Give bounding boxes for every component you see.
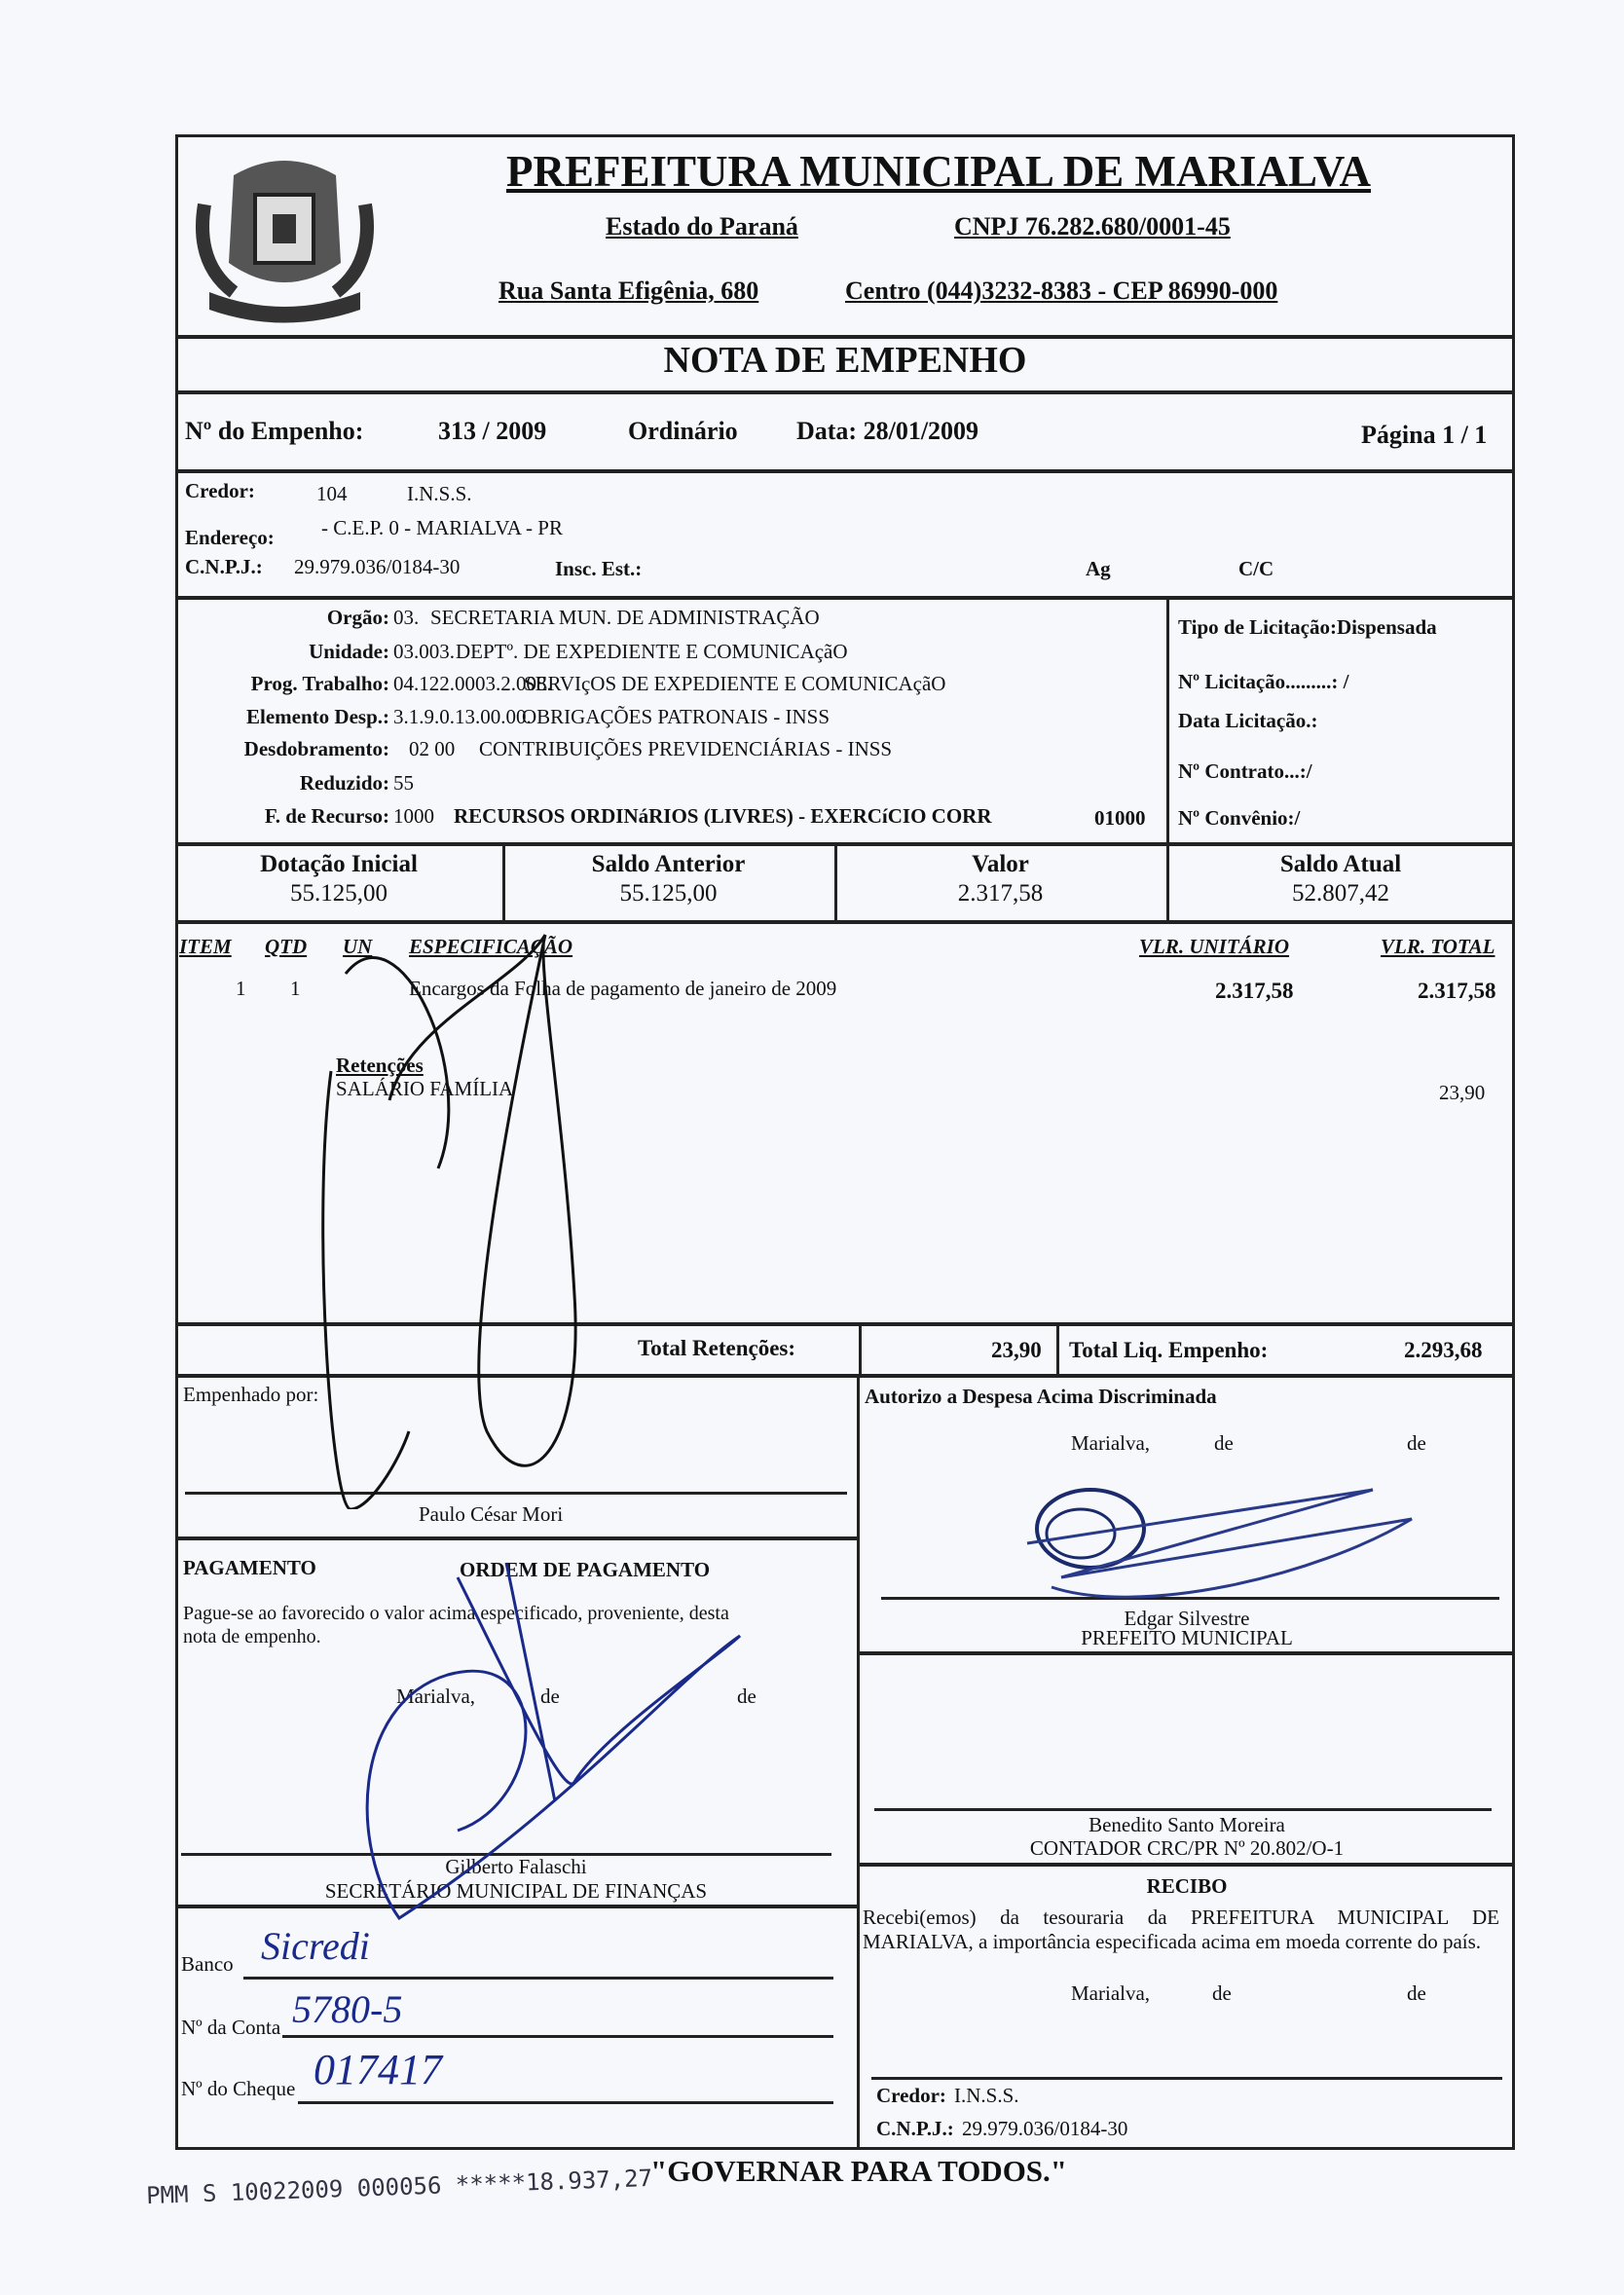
secretario-role: SECRETÁRIO MUNICIPAL DE FINANÇAS (324, 1879, 708, 1903)
empenhado-label: Empenhado por: (183, 1383, 319, 1406)
recibo-cnpj-label: C.N.P.J.: (876, 2117, 954, 2140)
col-item: ITEM (179, 935, 232, 958)
budget-description: CONTRIBUIÇÕES PREVIDENCIÁRIAS - INSS (479, 737, 893, 760)
signature-secretario (312, 1558, 759, 1928)
header-contact: Centro (044)3232-8383 - CEP 86990-000 (845, 277, 1278, 305)
header-cnpj: CNPJ 76.282.680/0001-45 (954, 212, 1231, 241)
conta-label: Nº da Conta (181, 2016, 281, 2039)
empenho-number: 313 / 2009 (438, 417, 547, 445)
budget-code: 03. (393, 606, 420, 629)
header-address: Rua Santa Efigênia, 680 (498, 277, 759, 305)
empenho-date: Data: 28/01/2009 (796, 417, 979, 445)
contador-name: Benedito Santo Moreira (1089, 1813, 1285, 1836)
retencao-value: 23,90 (1439, 1081, 1486, 1104)
signature-empenhado (292, 925, 643, 1509)
balance-value: 55.125,00 (619, 880, 718, 907)
contador-role: CONTADOR CRC/PR Nº 20.802/O-1 (1029, 1836, 1345, 1860)
recibo-de-2: de (1407, 1981, 1426, 2005)
autorizo-label: Autorizo a Despesa Acima Discriminada (865, 1385, 1217, 1408)
ordem-pagamento-label: ORDEM DE PAGAMENTO (460, 1558, 711, 1581)
budget-code: 55 (393, 771, 414, 795)
empenho-label: Nº do Empenho: (185, 417, 364, 445)
autorizo-city: Marialva, (1071, 1431, 1151, 1455)
cheque-label: Nº do Cheque (181, 2077, 296, 2100)
address-label: Endereço: (185, 526, 275, 549)
cheque-value: 017417 (314, 2046, 442, 2093)
total-liq-value: 2.293,68 (1404, 1338, 1483, 1362)
banco-value: Sicredi (261, 1924, 370, 1968)
licitacao-field: Data Licitação.: (1178, 709, 1318, 732)
col-un: UN (343, 935, 373, 958)
item-spec: Encargos da Folha de pagamento de janeiro de 2009 (409, 977, 837, 1000)
pagamento-de-1: de (540, 1684, 560, 1708)
document-title: NOTA DE EMPENHO (663, 340, 1027, 381)
budget-label: Orgão: (326, 606, 389, 629)
header-title: PREFEITURA MUNICIPAL DE MARIALVA (506, 147, 1372, 196)
item-unit-value: 2.317,58 (1215, 979, 1294, 1003)
header-state: Estado do Paraná (606, 212, 798, 241)
signature-prefeito (1022, 1461, 1431, 1646)
licitacao-field: Nº Licitação.........: / (1178, 670, 1349, 693)
budget-label: Unidade: (309, 640, 389, 663)
insc-label: Insc. Est.: (555, 557, 643, 580)
budget-code: 03.003. (393, 640, 455, 663)
pagamento-text-2: nota de empenho. (183, 1626, 321, 1647)
recibo-title: RECIBO (1146, 1874, 1228, 1898)
page-number: Página 1 / 1 (1361, 421, 1488, 449)
prefeito-role: PREFEITO MUNICIPAL (1081, 1626, 1293, 1649)
budget-label: Elemento Desp.: (246, 705, 389, 728)
fonte-code: 01000 (1094, 806, 1146, 830)
budget-description: SERVIçOS DE EXPEDIENTE E COMUNICAçãO (524, 672, 946, 695)
motto: "GOVERNAR PARA TODOS." (650, 2154, 1068, 2188)
recibo-text: Recebi(emos) da tesouraria da PREFEITURA MUNICIPAL DE MARIALVA, a importância especificada acima em moeda corrente do país. (863, 1906, 1499, 1953)
credor-name: I.N.S.S. (407, 482, 472, 505)
item-number: 1 (236, 977, 246, 1000)
recibo-credor-label: Credor: (876, 2084, 946, 2107)
pagamento-city: Marialva, (396, 1684, 476, 1708)
licitacao-field: Nº Convênio:/ (1178, 806, 1301, 830)
col-especificacao: ESPECIFICAÇÃO (409, 935, 573, 958)
balance-label: Saldo Atual (1279, 851, 1402, 877)
bank-stamp: PMM S 10022009 000056 *****18.937,27 (145, 2164, 653, 2210)
budget-code: 1000 (393, 804, 434, 828)
col-qtd: QTD (265, 935, 308, 958)
budget-description: DEPTº. DE EXPEDIENTE E COMUNICAçãO (456, 640, 848, 663)
retencoes-label: Retenções (336, 1054, 424, 1077)
budget-label: Reduzido: (299, 771, 389, 795)
total-liq-label: Total Liq. Empenho: (1069, 1338, 1269, 1362)
balance-label: Dotação Inicial (260, 851, 418, 877)
licitacao-field: Nº Contrato...:/ (1178, 759, 1312, 783)
ag-label: Ag (1086, 557, 1111, 580)
pagamento-label: PAGAMENTO (183, 1556, 316, 1579)
autorizo-de-2: de (1407, 1431, 1426, 1455)
cc-label: C/C (1238, 557, 1274, 580)
empenho-type: Ordinário (628, 417, 738, 445)
prefeito-name: Edgar Silvestre (1124, 1607, 1250, 1630)
balance-value: 52.807,42 (1292, 880, 1389, 907)
item-qtd: 1 (290, 977, 301, 1000)
banco-label: Banco (181, 1952, 234, 1976)
budget-label: Prog. Trabalho: (250, 672, 389, 695)
budget-code: 02 00 (409, 737, 456, 760)
autorizo-de-1: de (1214, 1431, 1234, 1455)
recibo-city: Marialva, (1071, 1981, 1151, 2005)
total-retencoes-value: 23,90 (991, 1338, 1042, 1362)
address-value: - C.E.P. 0 - MARIALVA - PR (321, 516, 563, 539)
licitacao-field: Tipo de Licitação:Dispensada (1178, 615, 1437, 639)
pagamento-de-2: de (737, 1684, 757, 1708)
secretario-name: Gilberto Falaschi (445, 1855, 587, 1878)
cnpj-label: C.N.P.J.: (185, 555, 263, 578)
budget-label: Desdobramento: (243, 737, 389, 760)
balance-label: Saldo Anterior (591, 851, 746, 877)
col-vlr-total: VLR. TOTAL (1381, 935, 1495, 958)
budget-code: 04.122.0003.2.008. (393, 672, 552, 695)
balance-label: Valor (972, 851, 1029, 877)
recibo-de-1: de (1212, 1981, 1232, 2005)
conta-value: 5780-5 (292, 1987, 403, 2031)
total-retencoes-label: Total Retenções: (638, 1336, 796, 1360)
budget-label: F. de Recurso: (264, 804, 389, 828)
recibo-credor: I.N.S.S. (954, 2084, 1019, 2107)
retencao-name: SALÁRIO FAMÍLIA (336, 1077, 514, 1100)
balance-value: 2.317,58 (957, 880, 1044, 907)
credor-code: 104 (316, 482, 348, 505)
cnpj-value: 29.979.036/0184-30 (294, 555, 461, 578)
budget-description: RECURSOS ORDINáRIOS (LIVRES) - EXERCíCIO CORR (454, 804, 992, 828)
item-total-value: 2.317,58 (1418, 979, 1496, 1003)
budget-code: 3.1.9.0.13.00.00. (393, 705, 532, 728)
col-vlr-unitario: VLR. UNITÁRIO (1139, 935, 1290, 958)
budget-description: OBRIGAÇÕES PATRONAIS - INSS (522, 705, 830, 728)
budget-description: SECRETARIA MUN. DE ADMINISTRAÇÃO (430, 606, 820, 629)
empenhado-name: Paulo César Mori (419, 1502, 564, 1526)
municipal-crest-logo (195, 146, 375, 331)
credor-label: Credor: (185, 479, 255, 502)
recibo-cnpj: 29.979.036/0184-30 (962, 2117, 1128, 2140)
pagamento-text: Pague-se ao favorecido o valor acima especificado, proveniente, desta (183, 1603, 729, 1624)
balance-value: 55.125,00 (290, 880, 388, 907)
